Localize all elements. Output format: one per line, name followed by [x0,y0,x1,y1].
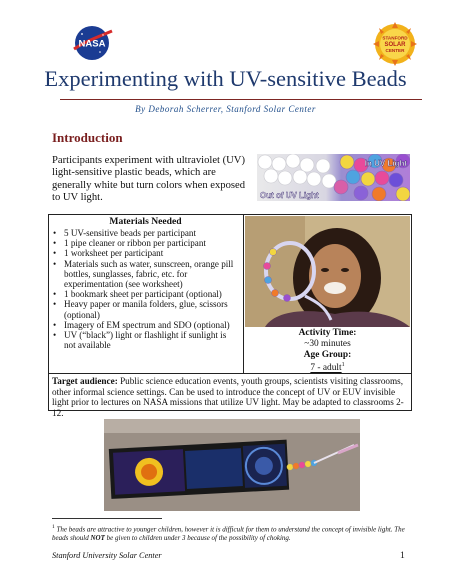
ssc-logo-line-3: CENTER [385,48,405,53]
target-audience [52,376,410,418]
page-title: Experimenting with UV-sensitive Beads [44,66,407,91]
list-item: • Heavy paper or manila folders, glue, scissors (optional) [52,299,240,319]
list-item: • UV (“black”) light or flashlight if sunlight is not available [52,330,240,350]
list-item: • Materials such as water, sunscreen, orange pill bottles, sunglasses, fabric, etc. for experimentation (see worksheet) [52,259,240,290]
list-item: • 5 UV-sensitive beads per participant [52,228,240,238]
table-divider-vertical [243,214,244,373]
title-rule [60,99,422,100]
bookmark-photo [104,419,360,511]
activity-time-label: Activity Time: [298,328,357,338]
list-item: • 1 pipe cleaner or ribbon per participant [52,238,240,248]
author-line: By Deborah Scherrer, Stanford Solar Center [135,104,316,114]
footer-org: Stanford University Solar Center [52,551,162,560]
footnote-number: 1 [52,524,55,530]
activity-info [245,328,410,374]
target-audience-text: Public science education events, youth groups, scientists visiting classrooms, other informal science settings. Can be used to introduce the concept of UV or EUV invisible light prior to lectures on NASA missions that utilize UV light. May be adapted to classrooms 2-12. [52,376,404,418]
activity-time-value: ~30 minutes [304,338,351,349]
nasa-logo [70,23,114,63]
list-item: • 1 worksheet per participant [52,248,240,258]
list-item: • 1 bookmark sheet per participant (optional) [52,289,240,299]
target-audience-label: Target audience: [52,376,118,386]
intro-heading: Introduction [52,130,123,145]
in-uv-light-label: In UV Light [364,159,407,168]
materials-heading: Materials Needed [109,216,182,227]
footnote-text-1: The beads are attractive to younger children, however it is difficult for them to understand the concept of invisible light. The beads should [52,525,405,543]
footnote-text-2: be given to children under 3 because of the possibility of choking. [104,534,291,543]
age-group-value: 7 - adult [310,363,342,374]
child-with-bead-bracelet-photo [245,216,410,327]
footnote-ref: 1 [341,362,345,369]
page-number: 1 [400,550,405,561]
footnote-rule [52,518,162,519]
stanford-solar-center-logo [372,22,418,66]
intro-text: Participants experiment with ultraviolet (UV) light-sensitive plastic beads, which are generally white but turn colors when exposed to UV light. [52,155,245,204]
footnote [52,523,414,543]
materials-list [52,228,240,350]
age-group-label: Age Group: [303,349,352,360]
beads-photo [257,154,410,201]
list-item: • Imagery of EM spectrum and SDO (optional) [52,320,240,330]
ssc-logo-line-2: SOLAR [384,42,406,48]
ssc-logo-line-1: STANFORD [382,35,408,41]
out-of-uv-light-label: Out of UV Light [260,191,319,200]
svg-text:NASA: NASA [78,38,106,50]
footnote-emphasis: NOT [90,534,105,543]
